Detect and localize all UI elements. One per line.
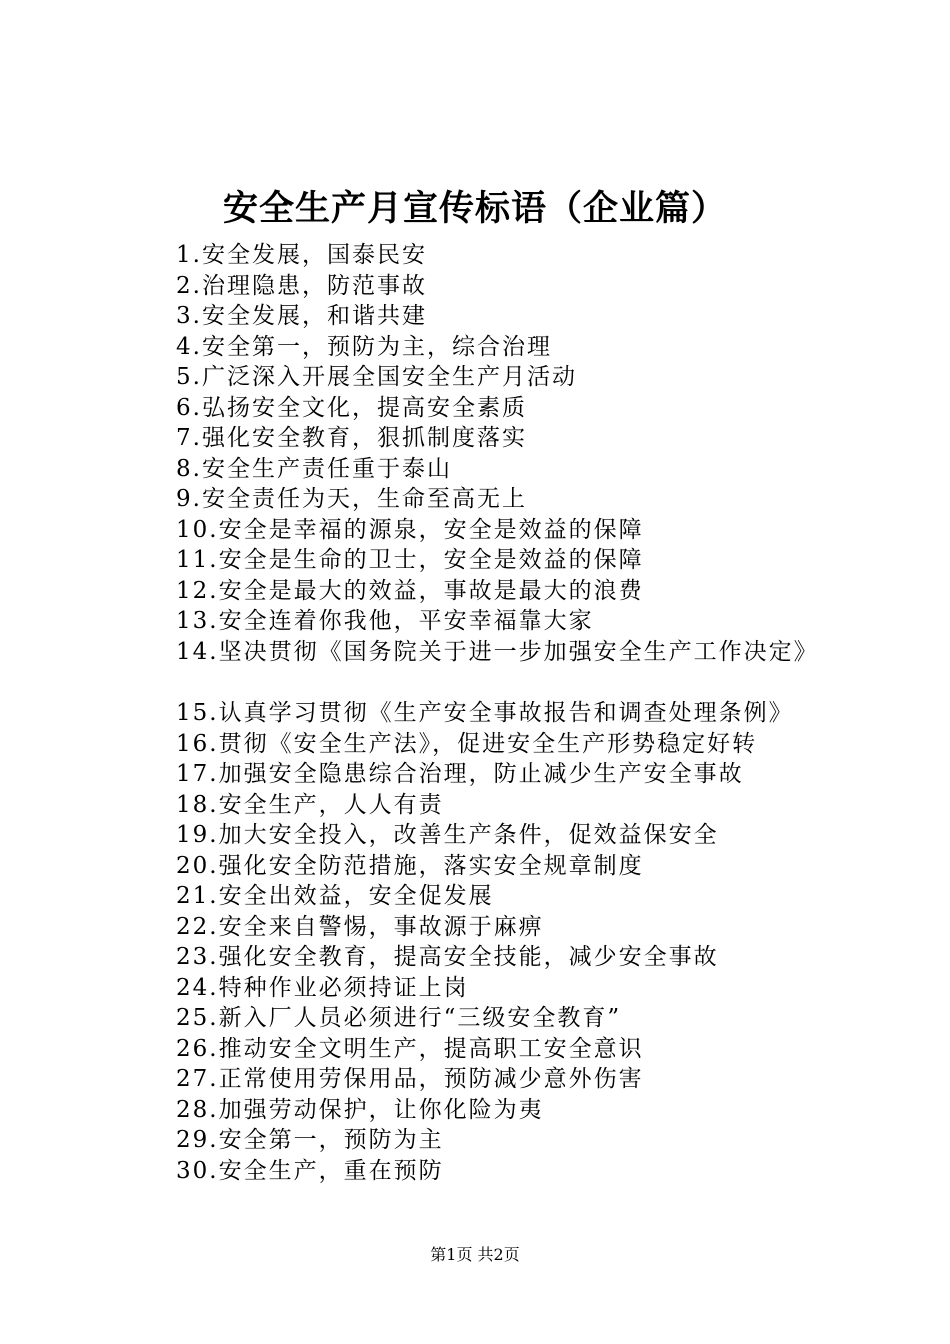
document-title: 安全生产月宣传标语（企业篇）: [222, 188, 727, 229]
slogan-item: 22.安全来自警惕，事故源于麻痹: [176, 913, 544, 940]
slogan-item: 7.强化安全教育，狠抓制度落实: [176, 425, 527, 451]
slogan-item: 1.安全发展，国泰民安: [176, 242, 427, 268]
slogan-list: [176, 240, 856, 1186]
slogan-item: 15.认真学习贯彻《生产安全事故报告和调查处理条例》: [176, 700, 794, 726]
slogan-item: 13.安全连着你我他，平安幸福靠大家: [176, 608, 594, 634]
slogan-item: 27.正常使用劳保用品，预防减少意外伤害: [176, 1066, 644, 1092]
slogan-item: 12.安全是最大的效益，事故是最大的浪费: [176, 577, 644, 604]
slogan-item: 14.坚决贯彻《国务院关于进一步加强安全生产工作决定》: [176, 638, 819, 665]
slogan-item: 19.加大安全投入，改善生产条件，促效益保安全: [176, 822, 719, 848]
slogan-item: 23.强化安全教育，提高安全技能，减少安全事故: [176, 944, 719, 970]
slogan-item: 2.治理隐患，防范事故: [176, 272, 427, 299]
slogan-item: 8.安全生产责任重于泰山: [176, 455, 452, 482]
slogan-item: 29.安全第一，预防为主: [176, 1127, 444, 1153]
slogan-item: 17.加强安全隐患综合治理，防止减少生产安全事故: [176, 761, 744, 787]
slogan-item: 16.贯彻《安全生产法》，促进安全生产形势稳定好转: [176, 730, 758, 757]
slogan-item: 24.特种作业必须持证上岗: [176, 974, 469, 1001]
slogan-item: 20.强化安全防范措施，落实安全规章制度: [176, 852, 644, 879]
slogan-item: 6.弘扬安全文化，提高安全素质: [176, 394, 527, 421]
slogan-item: 9.安全责任为天，生命至高无上: [176, 486, 527, 512]
slogan-item: 26.推动安全文明生产，提高职工安全意识: [176, 1035, 644, 1062]
slogan-item: 10.安全是幸福的源泉，安全是效益的保障: [176, 516, 644, 543]
slogan-item: 30.安全生产，重在预防: [176, 1157, 444, 1184]
slogan-item: 28.加强劳动保护，让你化险为夷: [176, 1096, 544, 1123]
slogan-item: 25.新入厂人员必须进行“三级安全教育”: [176, 1005, 622, 1031]
page-footer: 第1页 共2页: [430, 1245, 520, 1264]
slogan-item: 18.安全生产，人人有责: [176, 791, 444, 818]
slogan-item: 3.安全发展，和谐共建: [176, 303, 427, 329]
slogan-item: 4.安全第一，预防为主，综合治理: [176, 333, 552, 360]
slogan-item: 21.安全出效益，安全促发展: [176, 883, 494, 909]
slogan-item: 5.广泛深入开展全国安全生产月活动: [176, 364, 577, 390]
slogan-item: 11.安全是生命的卫士，安全是效益的保障: [176, 547, 644, 573]
